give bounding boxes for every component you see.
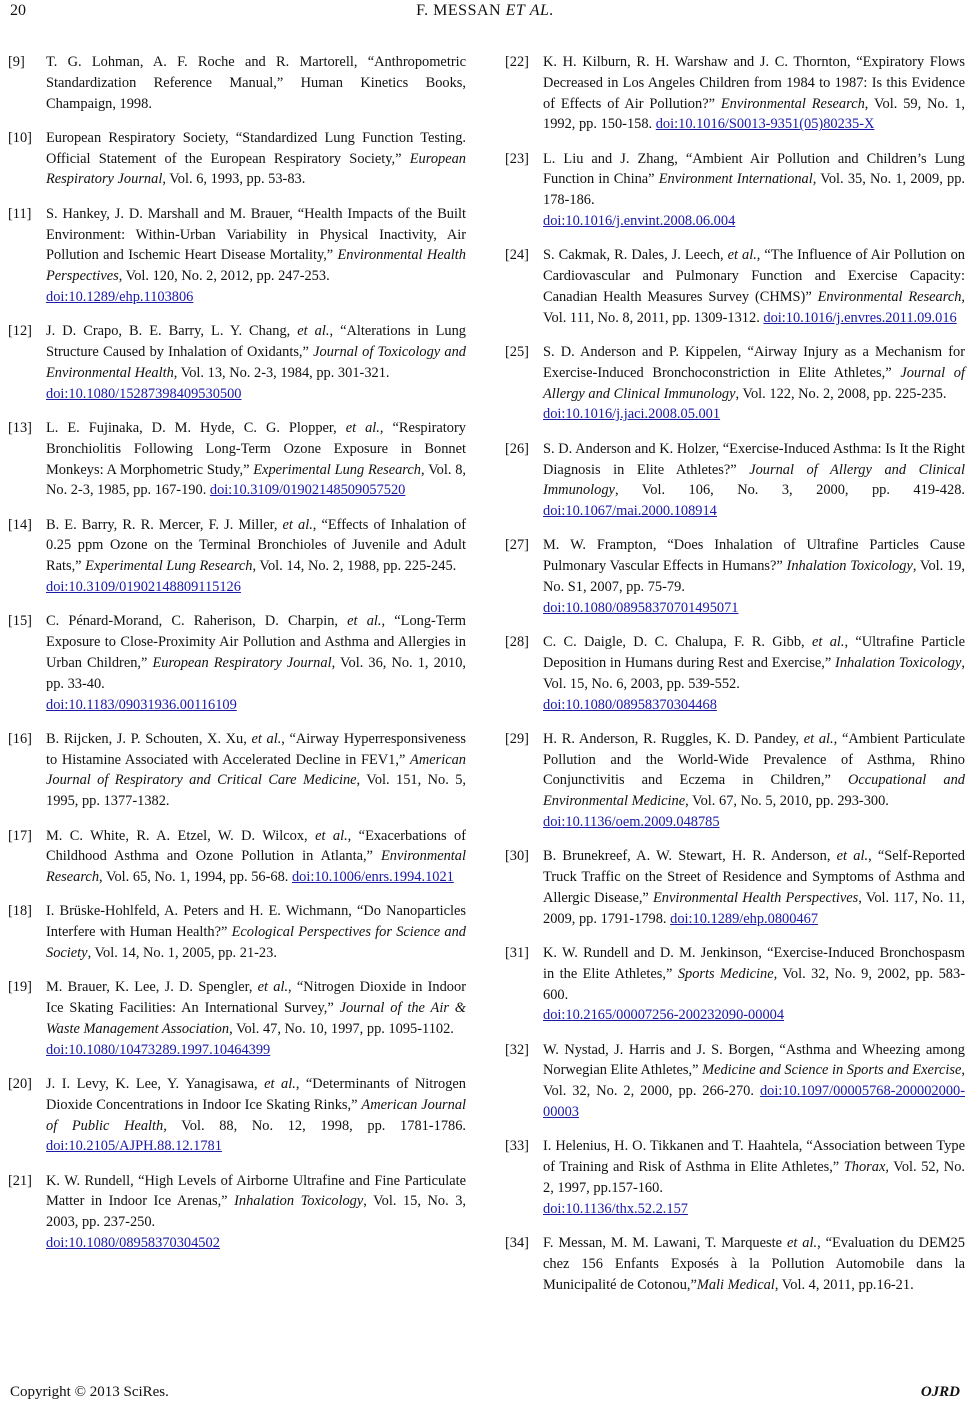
doi-link[interactable]: doi:10.1080/15287398409530500 bbox=[46, 385, 242, 402]
reference-details: Vol. 88, No. 12, 1998, pp. 1781-1786. bbox=[166, 1117, 467, 1134]
reference-entry bbox=[8, 901, 466, 963]
reference-etal: et al. bbox=[315, 827, 348, 844]
reference-journal: American Journal of Respiratory and Critical Care Medicine bbox=[46, 751, 466, 789]
reference-journal: European Respiratory Journal bbox=[152, 654, 332, 671]
reference-details: , Vol. 13, No. 2-3, 1984, pp. 301-321. bbox=[173, 364, 390, 381]
doi-link[interactable]: doi:10.3109/01902148509057520 bbox=[209, 482, 406, 499]
reference-number: [26] bbox=[505, 440, 529, 457]
reference-text-cont: , “Exacerbations of Childhood Asthma and Ozone Pollution in Atlanta,” bbox=[46, 827, 466, 865]
reference-details: , Vol. 59, No. 1, 1992, pp. 150-158. bbox=[543, 95, 965, 133]
reference-text-cont: , “Determinants of Nitrogen Dioxide Concentrations in Indoor Ice Skating Rinks,” bbox=[46, 1075, 467, 1113]
reference-number: [24] bbox=[505, 247, 529, 264]
reference-entry bbox=[8, 52, 466, 114]
reference-details: , Vol. 14, No. 2, 1988, pp. 225-245. bbox=[252, 558, 457, 575]
reference-entry bbox=[8, 321, 466, 404]
reference-text: K. W. Rundell, “High Levels of Airborne Ultrafine and Fine Particulate Matter in Indoor Ice Arenas,” bbox=[46, 1172, 466, 1210]
running-head-etal: ET bbox=[505, 2, 526, 19]
reference-details: Vol. 32, No. 9, 2002, pp. 583-600. bbox=[543, 965, 965, 1003]
reference-number: [16] bbox=[8, 730, 32, 747]
reference-entry bbox=[8, 204, 466, 308]
doi-link[interactable]: doi:10.1016/j.envint.2008.06.004 bbox=[543, 213, 736, 230]
reference-text-cont: , “Airway Hyperresponsiveness to Histamine Associated with Accelerated Decline in FEV1,” bbox=[46, 730, 466, 768]
journal-abbrev: OJRD bbox=[920, 1384, 960, 1400]
doi-link[interactable]: doi:10.1080/08958370304502 bbox=[46, 1235, 220, 1252]
reference-text: S. D. Anderson and P. Kippelen, “Airway Injury as a Mechanism for Exercise-Induced Bronchoconstriction in Elite Athletes,” bbox=[543, 344, 965, 381]
reference-details: Vol. 35, No. 1, 2009, pp. 178-186. bbox=[543, 171, 965, 209]
reference-journal: Occupational and Environmental Medicine bbox=[543, 772, 965, 810]
doi-link[interactable]: doi:10.1136/oem.2009.048785 bbox=[543, 814, 720, 830]
reference-details: , Vol. 65, No. 1, 1994, pp. 56-68. bbox=[99, 869, 292, 886]
reference-journal: Journal of Allergy and Clinical Immunology bbox=[543, 364, 965, 402]
reference-text: L. Liu and J. Zhang, “Ambient Air Pollution and Children’s Lung Function in China” bbox=[543, 150, 965, 188]
doi-link[interactable]: doi:10.1289/ehp.1103806 bbox=[46, 288, 194, 305]
reference-number: [17] bbox=[8, 827, 32, 844]
reference-entry bbox=[8, 515, 466, 598]
doi-link[interactable]: doi:10.1097/00005768-200002000-00003 bbox=[543, 1083, 965, 1121]
reference-details: , Vol. 122, No. 2, 2008, pp. 225-235. bbox=[735, 385, 947, 402]
reference-journal: Journal of Toxicology and Environmental Health bbox=[46, 344, 466, 381]
reference-details: , Vol. 36, No. 1, 2010, pp. 33-40. bbox=[46, 654, 466, 692]
running-head-etal2: AL. bbox=[529, 2, 554, 19]
reference-details: , Vol. 8, No. 2-3, 1985, pp. 167-190. bbox=[46, 461, 466, 499]
reference-number: [12] bbox=[8, 323, 32, 340]
reference-text: W. Nystad, J. Harris and J. S. Borgen, “Asthma and Wheezing among Norwegian Elite Athletes,” bbox=[543, 1041, 965, 1079]
reference-journal: Environmental Health Perspectives bbox=[46, 247, 466, 285]
reference-text: T. G. Lohman, A. F. Roche and R. Martorell, “Anthropometric Standardization Reference Manual,” Human Kinetics Books, Champaign, 1998. bbox=[46, 54, 466, 112]
doi-link[interactable]: doi:10.1006/enrs.1994.1021 bbox=[291, 869, 454, 886]
reference-details: , Vol. 47, No. 10, 1997, pp. 1095-1102. bbox=[229, 1020, 454, 1037]
reference-entry bbox=[505, 439, 965, 522]
reference-details: , Vol. 117, No. 11, 2009, pp. 1791-1798. bbox=[543, 889, 965, 927]
reference-text: M. Brauer, K. Lee, J. D. Spengler, bbox=[46, 979, 258, 996]
reference-journal: Experimental Lung Research bbox=[253, 461, 421, 478]
reference-journal: Mali Medical bbox=[696, 1276, 775, 1293]
reference-details: , Vol. 14, No. 1, 2005, pp. 21-23. bbox=[87, 944, 277, 961]
doi-link[interactable]: doi:10.1080/08958370701495071 bbox=[543, 599, 739, 616]
doi-link[interactable]: doi:10.1080/10473289.1997.10464399 bbox=[46, 1041, 271, 1058]
reference-number: [14] bbox=[8, 516, 32, 533]
copyright-notice: Copyright © 2013 SciRes. bbox=[10, 1384, 169, 1400]
reference-number: [28] bbox=[505, 634, 529, 651]
reference-journal: American Journal of Public Health, bbox=[46, 1096, 467, 1134]
reference-journal: Journal of the Air & Waste Management Association bbox=[46, 1000, 466, 1037]
reference-journal: Environmental Research bbox=[720, 95, 865, 112]
reference-journal: Inhalation Toxicology bbox=[835, 654, 962, 671]
reference-text: J. I. Levy, K. Lee, Y. Yanagisawa, bbox=[46, 1075, 265, 1092]
reference-number: [18] bbox=[8, 903, 32, 920]
doi-link[interactable]: doi:10.1016/S0013-9351(05)80235-X bbox=[655, 116, 875, 133]
page-footer bbox=[0, 1384, 970, 1408]
doi-link[interactable]: doi:10.3109/01902148809115126 bbox=[46, 579, 241, 596]
reference-journal: European Respiratory Journal bbox=[46, 150, 466, 188]
reference-details: Vol. 111, No. 8, 2011, pp. 1309-1312. bbox=[543, 309, 764, 326]
reference-details: , Vol. 19, No. S1, 2007, pp. 75-79. bbox=[543, 558, 965, 596]
reference-journal: Thorax, bbox=[843, 1159, 889, 1176]
reference-details: , Vol. 67, No. 5, 2010, pp. 293-300. bbox=[685, 793, 889, 810]
reference-text: C. Pénard-Morand, C. Raherison, D. Charpin, bbox=[46, 613, 348, 630]
reference-text: S. Cakmak, R. Dales, J. Leech, bbox=[543, 247, 728, 264]
reference-text: K. H. Kilburn, R. H. Warshaw and J. C. Thornton, “Expiratory Flows Decreased in Los Angeles Children from 1984 to 1987: Is this Evidence of Effects of Air Pollution?” bbox=[543, 54, 965, 112]
reference-journal: Medicine and Science in Sports and Exercise bbox=[702, 1062, 962, 1079]
doi-link[interactable]: doi:10.1289/ehp.0800467 bbox=[670, 910, 819, 927]
reference-number: [29] bbox=[505, 730, 529, 747]
doi-link[interactable]: doi:10.1080/08958370304468 bbox=[543, 696, 717, 713]
reference-text: European Respiratory Society, “Standardized Lung Function Testing. Official Statement of the European Respiratory Society,” bbox=[46, 129, 466, 167]
page-header bbox=[0, 0, 970, 28]
running-head-author: F. MESSAN bbox=[416, 2, 502, 19]
reference-text: C. C. Daigle, D. C. Chalupa, F. R. Gibb, bbox=[543, 634, 812, 651]
reference-entry bbox=[8, 729, 466, 812]
reference-entry bbox=[505, 535, 965, 618]
reference-number: [31] bbox=[505, 944, 529, 961]
reference-journal: Experimental Lung Research bbox=[85, 558, 253, 575]
reference-number: [15] bbox=[8, 613, 32, 630]
reference-text-cont: , “Long-Term Exposure to Close-Proximity Air Pollution and Asthma and Allergies in Urban Children,” bbox=[46, 613, 466, 671]
reference-text-cont: , “The Influence of Air Pollution on Cardiovascular and Pulmonary Function and Exercise Capacity: Canadian Health Measures Survey (CHMS)” bbox=[543, 247, 965, 305]
doi-link[interactable]: doi:10.1016/j.jaci.2008.05.001 bbox=[543, 406, 721, 423]
reference-etal: et al. bbox=[257, 979, 289, 996]
reference-entry bbox=[8, 1171, 466, 1254]
reference-etal: et al. bbox=[727, 247, 757, 264]
reference-entry bbox=[505, 1040, 965, 1123]
reference-number: [27] bbox=[505, 537, 529, 554]
doi-link[interactable]: doi:10.2165/00007256-200232090-00004 bbox=[543, 1007, 785, 1024]
doi-link[interactable]: doi:10.1136/thx.52.2.157 bbox=[543, 1200, 688, 1217]
reference-text: M. C. White, R. A. Etzel, W. D. Wilcox, bbox=[46, 827, 316, 844]
doi-link[interactable]: doi:10.1183/09031936.00116109 bbox=[46, 696, 237, 713]
references-left-column bbox=[8, 52, 466, 1267]
reference-journal: Journal of Allergy and Clinical Immunology bbox=[543, 461, 965, 499]
reference-text: B. E. Barry, R. R. Mercer, F. J. Miller, bbox=[46, 516, 283, 533]
reference-number: [34] bbox=[505, 1235, 529, 1252]
reference-etal: et al. bbox=[345, 419, 380, 436]
reference-entry bbox=[8, 418, 466, 501]
reference-details: , Vol. 106, No. 3, 2000, pp. 419-428. bbox=[614, 482, 965, 499]
reference-entry bbox=[8, 826, 466, 888]
reference-text-cont: , “Effects of Inhalation of 0.25 ppm Ozone on the Terminal Bronchioles of Juvenile and Adult Rats,” bbox=[46, 516, 466, 575]
reference-text-cont: , “Ambient Particulate Pollution and the World-Wide Prevalence of Asthma, Rhino Conjunctivitis and Eczema in Children,” bbox=[543, 730, 965, 789]
reference-entry bbox=[505, 245, 965, 328]
page-number: 20 bbox=[10, 2, 26, 19]
reference-text: F. Messan, M. M. Lawani, T. Marqueste bbox=[543, 1235, 787, 1252]
doi-link[interactable]: doi:10.1067/mai.2000.108914 bbox=[543, 503, 717, 520]
reference-entry bbox=[505, 846, 965, 929]
reference-text: S. Hankey, J. D. Marshall and M. Brauer, “Health Impacts of the Built Environment: Within-Urban Variability in Physical Inactivity, Air Pollution and Ischemic Heart Disease Mortality,” bbox=[46, 205, 466, 264]
reference-journal: Sports Medicine, bbox=[677, 965, 778, 982]
reference-entry bbox=[8, 128, 466, 190]
reference-details: , Vol. 15, No. 6, 2003, pp. 539-552. bbox=[543, 654, 965, 692]
reference-journal: Environmental Research bbox=[46, 848, 466, 886]
reference-entry bbox=[505, 632, 965, 715]
reference-text: I. Helenius, H. O. Tikkanen and T. Haahtela, “Association between Type of Training and Risk of Asthma in Elite Athletes,” bbox=[543, 1138, 965, 1176]
reference-number: [30] bbox=[505, 848, 529, 865]
running-head bbox=[0, 2, 970, 20]
reference-number: [32] bbox=[505, 1041, 529, 1058]
doi-link[interactable]: doi:10.2105/AJPH.88.12.1781 bbox=[46, 1138, 222, 1155]
reference-entry bbox=[505, 149, 965, 232]
reference-number: [9] bbox=[8, 54, 25, 70]
reference-text: S. D. Anderson and K. Holzer, “Exercise-Induced Asthma: Is It the Right Diagnosis in Elite Athletes?” bbox=[543, 440, 965, 478]
reference-etal: et al. bbox=[282, 516, 313, 533]
reference-entry bbox=[8, 1074, 466, 1157]
reference-text: I. Brüske-Hohlfeld, A. Peters and H. E. Wichmann, “Do Nanoparticles Interfere with Human Health?” bbox=[46, 903, 466, 941]
reference-etal: et al. bbox=[786, 1235, 818, 1252]
reference-text-cont: , “Alterations in Lung Structure Caused by Inhalation of Oxidants,” bbox=[46, 323, 466, 361]
reference-etal: et al. bbox=[836, 848, 869, 865]
reference-details: , Vol. 32, No. 2, 2000, pp. 266-270. bbox=[543, 1062, 965, 1100]
reference-journal: Inhalation Toxicology bbox=[786, 558, 913, 575]
reference-text: M. W. Frampton, “Does Inhalation of Ultrafine Particles Cause Pulmonary Vascular Effects in Humans?” bbox=[543, 537, 965, 575]
reference-details: , Vol. 151, No. 5, 1995, pp. 1377-1382. bbox=[46, 772, 467, 810]
reference-entry bbox=[505, 943, 965, 1026]
reference-number: [23] bbox=[505, 150, 529, 167]
reference-journal: Environmental Research, bbox=[817, 288, 965, 305]
reference-text: J. D. Crapo, B. E. Barry, L. Y. Chang, bbox=[46, 323, 298, 340]
reference-number: [22] bbox=[505, 54, 529, 70]
reference-text: H. R. Anderson, R. Ruggles, K. D. Pandey, bbox=[543, 730, 804, 747]
reference-etal: et al. bbox=[803, 730, 834, 747]
reference-entry bbox=[505, 729, 965, 833]
reference-journal: Inhalation Toxicology bbox=[234, 1193, 364, 1210]
references-right-column bbox=[505, 52, 965, 1309]
reference-entry bbox=[505, 1233, 965, 1295]
reference-etal: et al. bbox=[811, 634, 845, 651]
reference-text: B. Brunekreef, A. W. Stewart, H. R. Anderson, bbox=[543, 848, 837, 865]
reference-details: , Vol. 120, No. 2, 2012, pp. 247-253. bbox=[118, 268, 330, 285]
reference-journal: Environment International, bbox=[658, 171, 817, 188]
reference-details: , Vol. 6, 1993, pp. 53-83. bbox=[162, 171, 306, 188]
reference-text: L. E. Fujinaka, D. M. Hyde, C. G. Plopper, bbox=[46, 419, 346, 436]
reference-details: Vol. 52, No. 2, 1997, pp.157-160. bbox=[543, 1159, 965, 1196]
reference-journal: Environmental Health Perspectives bbox=[653, 889, 859, 906]
reference-number: [25] bbox=[505, 344, 529, 361]
reference-number: [33] bbox=[505, 1138, 529, 1155]
reference-number: [20] bbox=[8, 1075, 32, 1092]
reference-entry bbox=[505, 52, 965, 135]
reference-details: , Vol. 15, No. 3, 2003, pp. 237-250. bbox=[46, 1193, 467, 1231]
reference-text: K. W. Rundell and D. M. Jenkinson, “Exercise-Induced Bronchospasm in the Elite Athletes,” bbox=[543, 944, 965, 982]
reference-etal: et al. bbox=[347, 613, 382, 630]
reference-number: [10] bbox=[8, 129, 32, 146]
reference-text-cont: , “Nitrogen Dioxide in Indoor Ice Skating Facilities: An International Survey,” bbox=[46, 979, 466, 1017]
reference-entry bbox=[505, 1136, 965, 1219]
reference-journal: Ecological Perspectives for Science and Society bbox=[46, 924, 466, 961]
reference-text-cont: , “Respiratory Bronchiolitis Following Long-Term Ozone Exposure in Bonnet Monkeys: A Morphometric Study,” bbox=[46, 419, 466, 478]
reference-etal: et al. bbox=[297, 323, 330, 340]
reference-text-cont: , “Self-Reported Truck Traffic on the Street of Residence and Symptoms of Asthma and Allergic Disease,” bbox=[543, 848, 965, 906]
reference-number: [21] bbox=[8, 1172, 32, 1189]
reference-etal: et al. bbox=[264, 1075, 296, 1092]
reference-number: [19] bbox=[8, 979, 32, 996]
reference-text-cont: , “Ultrafine Particle Deposition in Humans during Rest and Exercise,” bbox=[543, 634, 965, 671]
reference-entry bbox=[505, 342, 965, 425]
reference-entry bbox=[8, 611, 466, 715]
reference-text: B. Rijcken, J. P. Schouten, X. Xu, bbox=[46, 730, 252, 747]
reference-entry bbox=[8, 977, 466, 1060]
reference-etal: et al. bbox=[251, 730, 282, 747]
reference-number: [13] bbox=[8, 419, 32, 436]
doi-link[interactable]: doi:10.1016/j.envres.2011.09.016 bbox=[763, 309, 957, 326]
reference-text-cont: , “Evaluation du DEM25 chez 156 Enfants Exposés à la Pollution Automobile dans la Municipalité de Cotonou,” bbox=[543, 1235, 965, 1293]
reference-number: [11] bbox=[8, 205, 32, 222]
reference-details: , Vol. 4, 2011, pp.16-21. bbox=[774, 1276, 914, 1293]
